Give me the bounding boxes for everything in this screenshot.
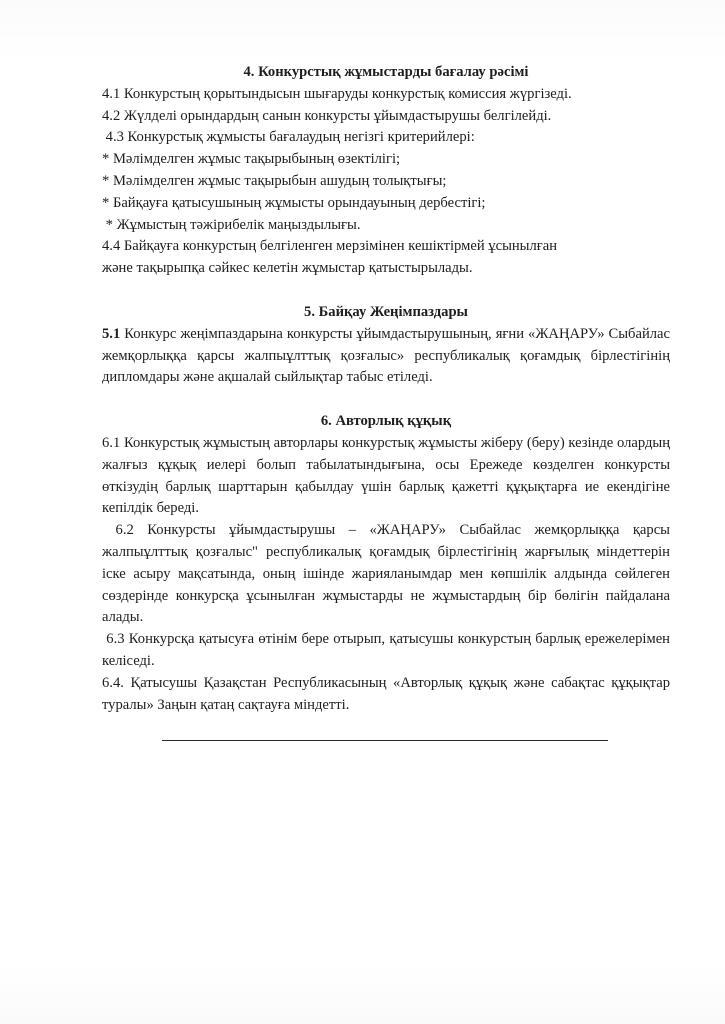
document-body [102, 62, 674, 716]
clause-5-1 [102, 324, 674, 389]
clause-5-1-text: Конкурс жеңімпаздарына конкурсты ұйымдастырушының, яғни «ЖАҢАРУ» Сыбайлас жемқорлыққа қарсы жалпыұлттық қозғалыс» республикалық қоғамдық бірлестігінің дипломдары және ақшалай сыйлықтар табыс етіледі. [102, 325, 674, 386]
section-5-heading: 5. Байқау Жеңімпаздары [304, 303, 468, 320]
clause-4-2: 4.2 Жүлделі орындардың санын конкурсты ұйымдастырушы белгілейді. [102, 107, 552, 124]
clause-4-3: 4.3 Конкурстық жұмысты бағалаудың негізгі критерийлері: [102, 129, 475, 146]
clause-4-1: 4.1 Конкурстың қорытындысын шығаруды конкурстық комиссия жүргізеді. [102, 85, 572, 102]
clause-5-1-number: 5.1 [102, 325, 121, 342]
spacer [102, 280, 670, 302]
criterion-2: * Мәлімделген жұмыс тақырыбын ашудың толықтығы; [102, 172, 447, 189]
criterion-4: * Жұмыстың тәжірибелік маңыздылығы. [102, 216, 361, 233]
clause-6-1: 6.1 Конкурстық жұмыстың авторлары конкурстық жұмысты жіберу (беру) кезінде олардың жалғыз құқық иелері болып табылатындығына, осы Ережеде көзделген конкурсты өткізудің барлық шарттарын қабылдау үшін барлық қажетті құқықтарға ие екендігіне кепілдік береді. [102, 434, 670, 517]
end-divider [162, 740, 608, 741]
clause-6-3: 6.3 Конкурсқа қатысуға өтінім бере отырып, қатысушы конкурстың барлық ережелерімен келіседі. [102, 631, 674, 669]
clause-4-4-line-2: және тақырыпқа сәйкес келетін жұмыстар қатыстырылады. [102, 260, 473, 277]
criterion-1: * Мәлімделген жұмыс тақырыбының өзектілігі; [102, 151, 401, 168]
criterion-3: * Байқауға қатысушының жұмысты орындауының дербестігі; [102, 194, 486, 211]
clause-6-2: 6.2 Конкурсты ұйымдастырушы – «ЖАҢАРУ» Сыбайлас жемқорлыққа қарсы жалпыұлттық қозғалыс" республикалық қоғамдық бірлестігінің жарғылық міндеттерін іске асыру мақсатында, оның ішінде жарияланымдар мен көпшілік алдында сөйлеген сөздерінде конкурсқа ұсынылған жұмыстарды не жұмыстардың бір бөлігін пайдалана алады. [102, 522, 674, 626]
section-6-heading: 6. Авторлық құқық [320, 413, 452, 430]
clause-6-4: 6.4. Қатысушы Қазақстан Республикасының «Авторлық құқық және сабақтас құқықтар туралы» Заңын қатаң сақтауға міндетті. [102, 674, 670, 713]
spacer [102, 389, 670, 411]
clause-4-4-line-1: 4.4 Байқауға конкурстың белгіленген мерзімінен кешіктірмей ұсынылған [102, 238, 558, 255]
section-4-heading: 4. Конкурстық жұмыстарды бағалау рәсімі [243, 64, 529, 80]
